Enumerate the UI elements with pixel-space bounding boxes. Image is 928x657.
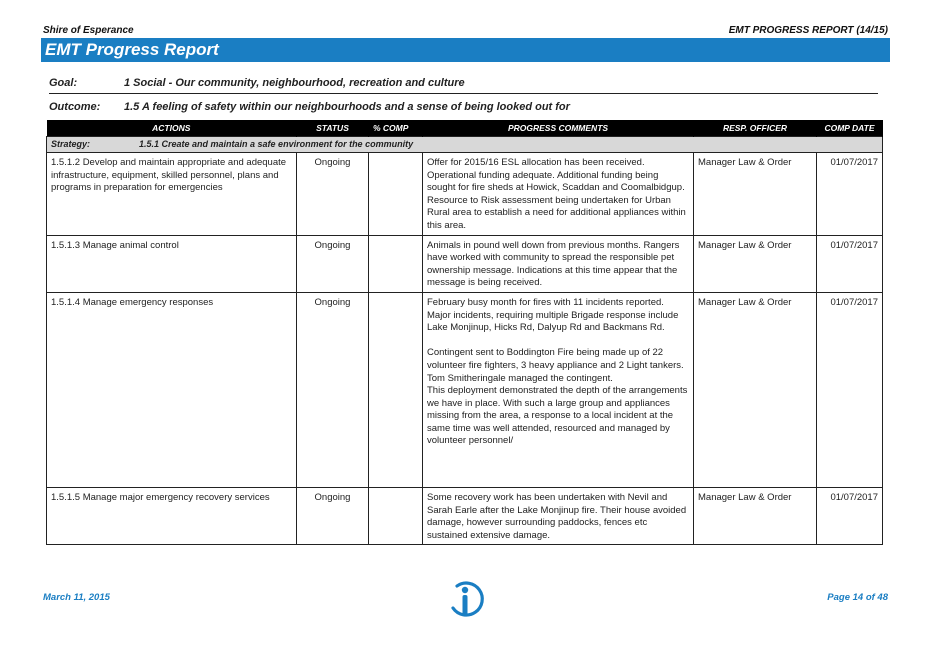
action-cell: 1.5.1.2 Develop and maintain appropriate and adequate infrastructure, equipment, skilled personnel, plans and programs in preparation for emergencies: [47, 153, 297, 236]
outcome-row: [49, 101, 878, 115]
comp-cell: [369, 487, 423, 544]
action-cell: 1.5.1.4 Manage emergency responses: [47, 292, 297, 487]
report-reference: EMT PROGRESS REPORT (14/15): [728, 25, 888, 36]
comments-cell: Offer for 2015/16 ESL allocation has been received. Operational funding adequate. Additional funding being sought for fire sheds at Howick, Scaddan and Coomalbidgup. Resource to Risk assessment being undertaken for Urban Rural area to establish a need for additional appliances within this area.: [423, 153, 694, 236]
officer-cell: Manager Law & Order: [694, 487, 817, 544]
table-row: [47, 235, 883, 292]
status-cell: Ongoing: [297, 292, 369, 487]
footer-page-number: Page 14 of 48: [827, 592, 888, 603]
table-header-row: [47, 120, 883, 137]
table-row: [47, 487, 883, 544]
officer-cell: Manager Law & Order: [694, 292, 817, 487]
goal-row: [49, 77, 878, 94]
table-row: [47, 292, 883, 487]
action-cell: 1.5.1.3 Manage animal control: [47, 235, 297, 292]
comp-cell: [369, 235, 423, 292]
date-cell: 01/07/2017: [817, 292, 883, 487]
status-cell: Ongoing: [297, 487, 369, 544]
comp-cell: [369, 153, 423, 236]
actions-table: [46, 120, 883, 545]
outcome-label: Outcome:: [49, 101, 101, 113]
title-banner: [41, 38, 890, 62]
comments-cell: Some recovery work has been undertaken with Nevil and Sarah Earle after the Lake Monjinup fire. Their house avoided damage, however surrounding paddocks, fences etc sustained extensive damage.: [423, 487, 694, 544]
date-cell: 01/07/2017: [817, 153, 883, 236]
strategy-value: 1.5.1 Create and maintain a safe environment for the community: [139, 139, 414, 149]
status-cell: Ongoing: [297, 153, 369, 236]
column-header-comments: PROGRESS COMMENTS: [423, 120, 694, 137]
comments-cell: February busy month for fires with 11 incidents reported. Major incidents, requiring multiple Brigade response include Lake Monjinup, Hicks Rd, Dalyup Rd and Backmans Rd. Contingent sent to Boddington Fire being made up of 22 volunteer fire fighters, 3 heavy appliance and 2 Light tankers. Tom Smitheringale managed the contingent. This deployment demonstrated the depth of the arrangements we have in place. With such a large group and appliances missing from the area, a response to a local incident at the same time was well attended, resourced and managed by volunteer personnel/: [423, 292, 694, 487]
info-logo-icon: [443, 578, 487, 618]
officer-cell: Manager Law & Order: [694, 235, 817, 292]
column-header-date: COMP DATE: [817, 120, 883, 137]
column-header-comp: % COMP: [369, 120, 423, 137]
comp-cell: [369, 292, 423, 487]
column-header-actions: ACTIONS: [47, 120, 297, 137]
goal-label: Goal:: [49, 77, 78, 89]
action-cell: 1.5.1.5 Manage major emergency recovery services: [47, 487, 297, 544]
goal-value: 1 Social - Our community, neighbourhood, recreation and culture: [124, 77, 465, 89]
status-cell: Ongoing: [297, 235, 369, 292]
table-row: [47, 153, 883, 236]
report-title: EMT Progress Report: [45, 40, 219, 59]
date-cell: 01/07/2017: [817, 235, 883, 292]
outcome-value: 1.5 A feeling of safety within our neighbourhoods and a sense of being looked out for: [124, 101, 570, 113]
organisation-name: Shire of Esperance: [43, 25, 134, 36]
officer-cell: Manager Law & Order: [694, 153, 817, 236]
comments-cell: Animals in pound well down from previous months. Rangers have worked with community to spread the responsible pet ownership message. Indications at this time appear that the message is being received.: [423, 235, 694, 292]
column-header-status: STATUS: [297, 120, 369, 137]
date-cell: 01/07/2017: [817, 487, 883, 544]
footer-date: March 11, 2015: [43, 592, 110, 603]
column-header-officer: RESP. OFFICER: [694, 120, 817, 137]
strategy-label: Strategy:: [51, 139, 91, 149]
strategy-cell: [47, 137, 883, 153]
strategy-row: [47, 137, 883, 153]
